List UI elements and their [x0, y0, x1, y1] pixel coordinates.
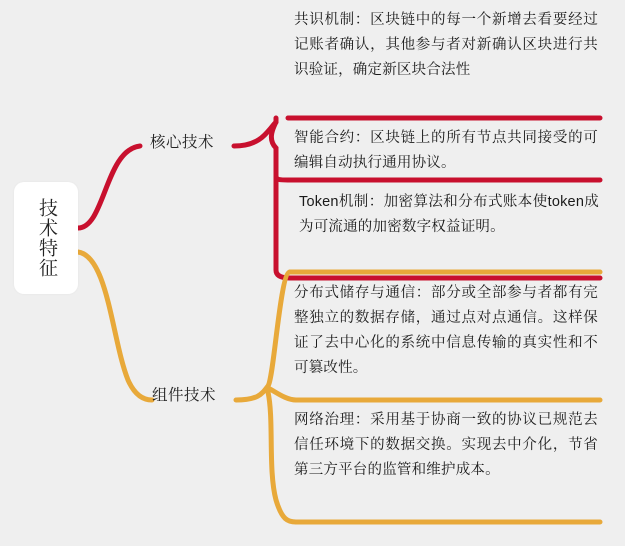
- connector-component-branch-link: [268, 388, 296, 400]
- connector-core-branch-link: [276, 150, 288, 180]
- connector-core-hub: [234, 118, 276, 146]
- leaf-component-governance: 网络治理：采用基于协商一致的协议已规范去信任环境下的数据交换。实现去中介化，节省第三方平台的监管和维护成本。: [294, 412, 598, 478]
- root-node[interactable]: [14, 182, 78, 294]
- connector-root-to-component: [78, 252, 152, 400]
- root-node-label: 技术特征: [36, 198, 57, 278]
- leaf-core-consensus: 共识机制：区块链中的每一个新增去看要经过记账者确认，其他参与者对新确认区块进行共识验证，确定新区块合法性: [294, 12, 598, 78]
- leaf-component-storage: 分布式储存与通信：部分或全部参与者都有完整独立的数据存储，通过点对点通信。这样保证了去中心化的系统中信息传输的真实性和不可篡改性。: [294, 285, 598, 376]
- branch-label-component[interactable]: 组件技术: [152, 387, 217, 404]
- leaf-core-smart-contract: 智能合约：区块链上的所有节点共同接受的可编辑自动执行通用协议。: [294, 130, 598, 171]
- connector-component-spine: [268, 392, 296, 522]
- connector-root-to-core: [78, 146, 140, 228]
- branch-label-core[interactable]: 核心技术: [150, 134, 215, 151]
- connector-component-hub: [236, 272, 290, 400]
- leaf-core-token: Token机制：加密算法和分布式账本使token成为可流通的加密数字权益证明。: [299, 194, 599, 235]
- connector-core-spine: [271, 122, 290, 278]
